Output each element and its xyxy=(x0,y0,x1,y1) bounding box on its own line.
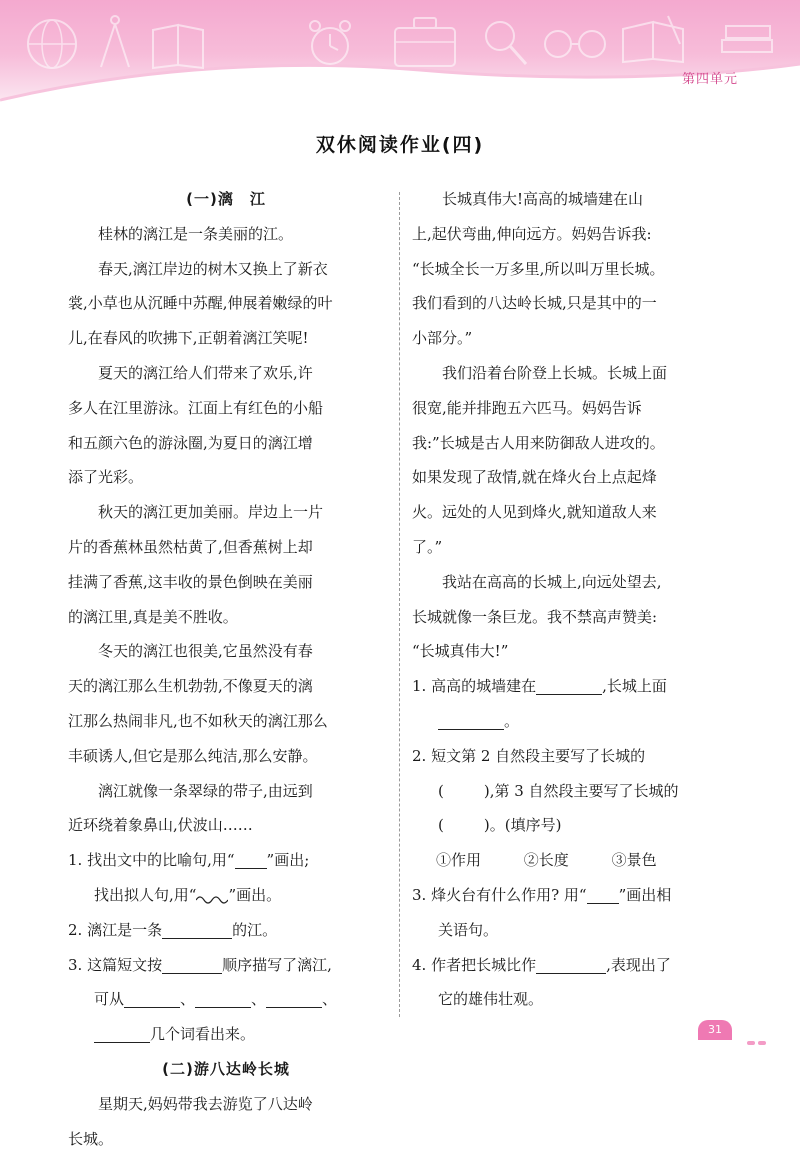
question-1-cont: 。 xyxy=(412,704,730,739)
question-3: 3. 烽火台有什么作用? 用“ ”画出相 xyxy=(412,885,672,904)
option-item: ②长度 xyxy=(523,851,569,870)
question-3: 3. 这篇短文按 顺序描写了漓江, xyxy=(68,955,332,974)
question-3-cont: 关语句。 xyxy=(438,920,499,939)
compass-icon xyxy=(95,12,135,72)
passage-line: 挂满了香蕉,这丰收的景色倒映在美丽 xyxy=(68,572,313,591)
passage-line: 近环绕着象鼻山,伏波山…… xyxy=(68,816,253,835)
right-column xyxy=(412,182,730,1017)
question-2: 2. 漓江是一条 的江。 xyxy=(68,920,278,939)
notebook-icon xyxy=(618,14,688,64)
passage-line: 桂林的漓江是一条美丽的江。 xyxy=(98,224,294,243)
passage-line: 我们沿着台阶登上长城。长城上面 xyxy=(442,363,668,382)
passage-line: 秋天的漓江更加美丽。岸边上一片 xyxy=(98,503,324,522)
passage-line: “长城真伟大!” xyxy=(412,642,509,661)
passage-line: 夏天的漓江给人们带来了欢乐,许 xyxy=(98,363,313,382)
passage-line: 多人在江里游泳。江面上有红色的小船 xyxy=(68,398,324,417)
passage-line: 漓江就像一条翠绿的带子,由远到 xyxy=(98,781,313,800)
passage-line: 长城。 xyxy=(68,1129,114,1148)
globe-icon xyxy=(22,14,82,74)
passage-line: 我们看到的八达岭长城,只是其中的一 xyxy=(412,294,657,313)
alarm-clock-icon xyxy=(305,16,355,71)
question-1: 1. 高高的城墙建在 ,长城上面 xyxy=(412,677,667,696)
passage-line: 火。远处的人见到烽火,就知道敌人来 xyxy=(412,503,657,522)
passage-line: 很宽,能并排跑五六匹马。妈妈告诉 xyxy=(412,398,642,417)
option-item: ①作用 xyxy=(436,851,482,870)
passage-line: 我:”长城是古人用来防御敌人进攻的。 xyxy=(412,433,665,452)
passage-line: 的漓江里,真是美不胜收。 xyxy=(68,607,238,626)
passage-line: 天的漓江那么生机勃勃,不像夏天的漓 xyxy=(68,677,313,696)
option-item: ③景色 xyxy=(611,851,657,870)
question-2-cont2: ( )。(填序号) xyxy=(438,816,562,835)
section-title-badaling: (二)游八达岭长城 xyxy=(162,1059,290,1078)
answer-blank[interactable] xyxy=(124,989,180,1008)
briefcase-icon xyxy=(390,10,460,70)
page-title: 双休阅读作业(四) xyxy=(315,134,485,156)
page-number: 31 xyxy=(698,1020,732,1040)
question-2: 2. 短文第 2 自然段主要写了长城的 xyxy=(412,746,646,765)
answer-blank[interactable] xyxy=(587,885,619,904)
question-3-cont: 可从 、 、 、 xyxy=(94,990,338,1009)
question-4: 4. 作者把长城比作 ,表现出了 xyxy=(412,955,671,974)
magnifier-icon xyxy=(480,14,530,69)
unit-label: 第四单元 xyxy=(681,72,738,87)
passage-line: 儿,在春风的吹拂下,正朝着漓江笑呢! xyxy=(68,329,309,348)
book-stack-icon xyxy=(718,16,778,66)
answer-blank[interactable] xyxy=(536,676,602,695)
answer-blank[interactable] xyxy=(195,989,251,1008)
passage-line: 如果发现了敌情,就在烽火台上点起烽 xyxy=(412,468,657,487)
question-2-cont: ( ),第 3 自然段主要写了长城的 xyxy=(438,781,679,800)
wavy-line-icon xyxy=(196,890,228,904)
question-1: 1. 找出文中的比喻句,用“ ”画出; xyxy=(68,851,310,870)
answer-blank[interactable] xyxy=(438,711,504,730)
passage-line: 和五颜六色的游泳圈,为夏日的漓江增 xyxy=(68,433,313,452)
glasses-icon xyxy=(540,24,610,64)
left-column xyxy=(68,182,384,1156)
passage-line: 长城真伟大!高高的城墙建在山 xyxy=(442,190,644,208)
passage-line: 裳,小草也从沉睡中苏醒,伸展着嫩绿的叶 xyxy=(68,294,333,313)
question-1-cont: 找出拟人句,用“ ”画出。 xyxy=(94,885,282,904)
passage-line: 春天,漓江岸边的树木又换上了新衣 xyxy=(98,259,328,278)
passage-line: 冬天的漓江也很美,它虽然没有春 xyxy=(98,642,313,661)
answer-blank[interactable] xyxy=(94,1024,150,1043)
answer-blank[interactable] xyxy=(266,989,322,1008)
answer-blank[interactable] xyxy=(536,955,606,974)
passage-line: 星期天,妈妈带我去游览了八达岭 xyxy=(98,1094,313,1113)
answer-blank[interactable] xyxy=(162,955,222,974)
section-title-lijiang: (一)漓 江 xyxy=(186,190,266,208)
question-4-cont: 它的雄伟壮观。 xyxy=(438,990,544,1009)
answer-blank[interactable] xyxy=(235,850,267,869)
column-divider xyxy=(399,192,400,1017)
question-3-cont2: 几个词看出来。 xyxy=(68,1017,384,1052)
passage-line: “长城全长一万多里,所以叫万里长城。 xyxy=(412,259,665,278)
answer-blank[interactable] xyxy=(162,920,232,939)
book-icon xyxy=(148,20,208,70)
passage-line: 上,起伏弯曲,伸向远方。妈妈告诉我: xyxy=(412,224,652,243)
passage-line: 添了光彩。 xyxy=(68,468,144,487)
option-list xyxy=(412,843,730,878)
passage-line: 丰硕诱人,但它是那么纯洁,那么安静。 xyxy=(68,746,318,765)
passage-line: 长城就像一条巨龙。我不禁高声赞美: xyxy=(412,607,658,626)
passage-line: 我站在高高的长城上,向远处望去, xyxy=(442,572,662,591)
passage-line: 了。” xyxy=(412,537,443,556)
passage-line: 片的香蕉林虽然枯黄了,但香蕉树上却 xyxy=(68,537,313,556)
passage-line: 江那么热闹非凡,也不如秋天的漓江那么 xyxy=(68,711,328,730)
passage-line: 小部分。” xyxy=(412,329,473,348)
